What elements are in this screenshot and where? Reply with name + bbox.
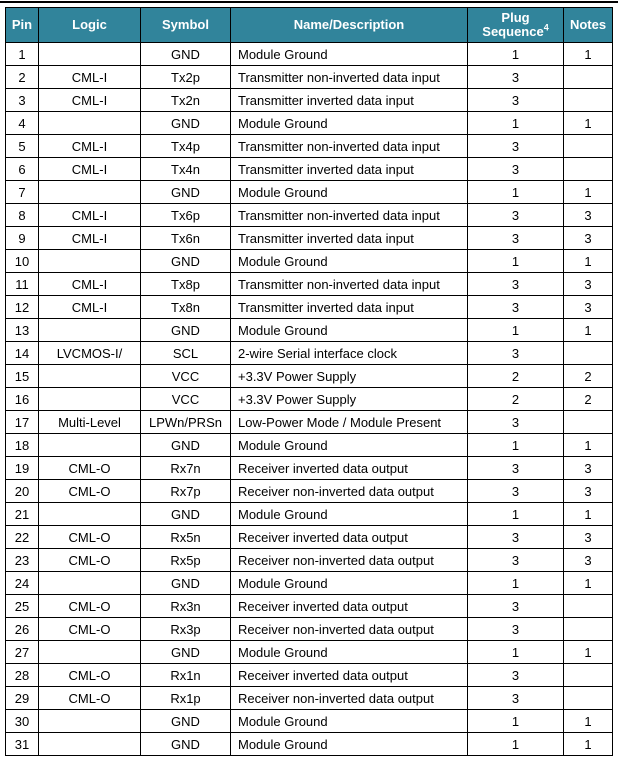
cell-name: +3.3V Power Supply [231,365,468,388]
table-row [6,319,613,342]
cell-pin: 19 [6,457,39,480]
cell-pin: 7 [6,181,39,204]
cell-pin: 5 [6,135,39,158]
header-row [6,8,613,43]
cell-symbol: GND [141,181,231,204]
cell-pin: 26 [6,618,39,641]
cell-symbol: Tx8n [141,296,231,319]
cell-name: Receiver inverted data output [231,664,468,687]
table-row [6,158,613,181]
cell-symbol: Tx4n [141,158,231,181]
cell-notes: 1 [564,250,613,273]
cell-logic: CML-O [39,549,141,572]
cell-plug: 3 [468,595,564,618]
cell-logic: CML-O [39,457,141,480]
cell-name: Transmitter non-inverted data input [231,135,468,158]
cell-name: Module Ground [231,181,468,204]
cell-plug: 1 [468,710,564,733]
cell-name: Module Ground [231,43,468,66]
cell-plug: 1 [468,641,564,664]
cell-name: Receiver inverted data output [231,526,468,549]
cell-plug: 3 [468,204,564,227]
cell-name: Receiver inverted data output [231,595,468,618]
table-row [6,595,613,618]
cell-symbol: GND [141,503,231,526]
cell-logic [39,319,141,342]
cell-pin: 11 [6,273,39,296]
cell-pin: 20 [6,480,39,503]
cell-pin: 24 [6,572,39,595]
cell-pin: 23 [6,549,39,572]
cell-logic: LVCMOS-I/ [39,342,141,365]
column-header-plug: Plug Sequence$^4$ [468,8,564,43]
cell-notes: 3 [564,480,613,503]
cell-notes: 1 [564,43,613,66]
table-row [6,227,613,250]
cell-symbol: Rx3n [141,595,231,618]
column-header-name: Name/Description [231,8,468,43]
cell-notes: 3 [564,526,613,549]
cell-notes: 3 [564,296,613,319]
cell-name: Module Ground [231,250,468,273]
cell-pin: 13 [6,319,39,342]
cell-name: Module Ground [231,112,468,135]
cell-symbol: Tx6p [141,204,231,227]
cell-plug: 1 [468,43,564,66]
cell-notes [564,595,613,618]
cell-notes: 1 [564,710,613,733]
cell-pin: 22 [6,526,39,549]
cell-plug: 2 [468,388,564,411]
cell-notes: 3 [564,457,613,480]
cell-plug: 3 [468,480,564,503]
cell-pin: 16 [6,388,39,411]
cell-notes [564,135,613,158]
cell-symbol: GND [141,250,231,273]
cell-logic: CML-I [39,135,141,158]
cell-logic: CML-O [39,480,141,503]
table-row [6,112,613,135]
cell-pin: 15 [6,365,39,388]
cell-symbol: GND [141,710,231,733]
cell-plug: 3 [468,411,564,434]
table-row [6,181,613,204]
cell-plug: 3 [468,457,564,480]
cell-name: Module Ground [231,319,468,342]
cell-pin: 27 [6,641,39,664]
cell-symbol: Rx5n [141,526,231,549]
table-body [6,43,613,756]
cell-logic: CML-O [39,618,141,641]
cell-symbol: GND [141,733,231,756]
cell-pin: 31 [6,733,39,756]
pin-assignment-table [5,7,613,756]
cell-logic: CML-I [39,227,141,250]
cell-plug: 3 [468,227,564,250]
cell-notes [564,411,613,434]
cell-symbol: GND [141,572,231,595]
cell-logic [39,181,141,204]
cell-logic: Multi-Level [39,411,141,434]
cell-logic: CML-I [39,89,141,112]
cell-symbol: GND [141,112,231,135]
column-header-logic: Logic [39,8,141,43]
cell-plug: 1 [468,503,564,526]
table-row [6,503,613,526]
cell-plug: 3 [468,687,564,710]
table-row [6,526,613,549]
cell-plug: 2 [468,365,564,388]
cell-symbol: Rx7n [141,457,231,480]
cell-pin: 28 [6,664,39,687]
table-row [6,733,613,756]
cell-pin: 9 [6,227,39,250]
cell-logic: CML-I [39,273,141,296]
cell-name: Module Ground [231,434,468,457]
cell-pin: 17 [6,411,39,434]
cell-name: Receiver non-inverted data output [231,549,468,572]
cell-notes: 2 [564,365,613,388]
cell-notes: 1 [564,112,613,135]
cell-pin: 30 [6,710,39,733]
cell-plug: 1 [468,319,564,342]
cell-pin: 21 [6,503,39,526]
table-row [6,434,613,457]
cell-symbol: VCC [141,388,231,411]
cell-symbol: GND [141,43,231,66]
cell-logic [39,641,141,664]
cell-plug: 3 [468,66,564,89]
column-header-superscript: 4 [543,22,549,33]
table-row [6,710,613,733]
table-row [6,365,613,388]
cell-name: Transmitter inverted data input [231,227,468,250]
cell-pin: 4 [6,112,39,135]
cell-symbol: Rx1n [141,664,231,687]
cell-name: Module Ground [231,641,468,664]
table-row [6,89,613,112]
cell-plug: 3 [468,526,564,549]
cell-notes: 1 [564,641,613,664]
cell-plug: 1 [468,572,564,595]
cell-symbol: GND [141,641,231,664]
column-header-pin: Pin [6,8,39,43]
cell-pin: 1 [6,43,39,66]
cell-pin: 25 [6,595,39,618]
cell-notes [564,342,613,365]
table-header [6,8,613,43]
table-row [6,411,613,434]
table-row [6,296,613,319]
table-row [6,135,613,158]
cell-logic: CML-I [39,296,141,319]
cell-plug: 1 [468,250,564,273]
cell-plug: 3 [468,158,564,181]
table-row [6,480,613,503]
cell-symbol: Rx5p [141,549,231,572]
table-row [6,664,613,687]
cell-notes [564,664,613,687]
cell-symbol: Tx8p [141,273,231,296]
table-row [6,342,613,365]
cell-symbol: VCC [141,365,231,388]
cell-notes: 1 [564,572,613,595]
cell-logic [39,733,141,756]
cell-notes: 1 [564,181,613,204]
cell-name: Transmitter non-inverted data input [231,66,468,89]
table-row [6,250,613,273]
cell-pin: 29 [6,687,39,710]
cell-pin: 8 [6,204,39,227]
column-header-symbol: Symbol [141,8,231,43]
table-row [6,273,613,296]
cell-pin: 6 [6,158,39,181]
cell-symbol: Tx2n [141,89,231,112]
cell-symbol: SCL [141,342,231,365]
cell-logic: CML-O [39,595,141,618]
cell-plug: 3 [468,135,564,158]
cell-plug: 1 [468,181,564,204]
cell-pin: 10 [6,250,39,273]
cell-plug: 3 [468,296,564,319]
cell-logic [39,43,141,66]
cell-symbol: GND [141,319,231,342]
cell-logic: CML-I [39,204,141,227]
cell-plug: 3 [468,664,564,687]
top-horizontal-rule [0,1,618,3]
cell-symbol: LPWn/PRSn [141,411,231,434]
cell-notes: 3 [564,273,613,296]
cell-name: Transmitter non-inverted data input [231,204,468,227]
table-row [6,43,613,66]
cell-pin: 12 [6,296,39,319]
cell-symbol: Rx7p [141,480,231,503]
cell-notes [564,687,613,710]
cell-notes [564,158,613,181]
cell-plug: 3 [468,618,564,641]
cell-name: Transmitter inverted data input [231,158,468,181]
cell-name: Module Ground [231,733,468,756]
cell-symbol: Tx4p [141,135,231,158]
cell-logic [39,365,141,388]
cell-pin: 3 [6,89,39,112]
cell-name: Transmitter inverted data input [231,89,468,112]
cell-plug: 3 [468,89,564,112]
table-row [6,457,613,480]
cell-pin: 14 [6,342,39,365]
cell-notes: 1 [564,503,613,526]
cell-plug: 3 [468,273,564,296]
table-row [6,388,613,411]
column-header-notes: Notes [564,8,613,43]
cell-logic [39,250,141,273]
cell-plug: 3 [468,342,564,365]
cell-logic: CML-O [39,526,141,549]
cell-logic: CML-O [39,664,141,687]
cell-name: 2-wire Serial interface clock [231,342,468,365]
cell-notes: 2 [564,388,613,411]
cell-name: Low-Power Mode / Module Present [231,411,468,434]
cell-notes [564,618,613,641]
table-row [6,204,613,227]
cell-logic: CML-I [39,158,141,181]
cell-logic: CML-O [39,687,141,710]
cell-notes: 1 [564,319,613,342]
cell-logic [39,572,141,595]
cell-plug: 1 [468,112,564,135]
cell-symbol: Tx6n [141,227,231,250]
cell-logic [39,503,141,526]
table-row [6,641,613,664]
cell-name: Module Ground [231,503,468,526]
cell-name: Receiver non-inverted data output [231,687,468,710]
cell-name: Module Ground [231,572,468,595]
table-row [6,687,613,710]
cell-notes: 3 [564,227,613,250]
cell-pin: 2 [6,66,39,89]
cell-symbol: Rx1p [141,687,231,710]
cell-logic: CML-I [39,66,141,89]
cell-name: Module Ground [231,710,468,733]
cell-logic [39,388,141,411]
cell-name: Transmitter non-inverted data input [231,273,468,296]
cell-name: Receiver non-inverted data output [231,480,468,503]
cell-logic [39,434,141,457]
cell-symbol: Rx3p [141,618,231,641]
cell-name: +3.3V Power Supply [231,388,468,411]
cell-notes: 3 [564,549,613,572]
cell-pin: 18 [6,434,39,457]
cell-logic [39,710,141,733]
cell-notes: 3 [564,204,613,227]
cell-plug: 1 [468,434,564,457]
table-row [6,572,613,595]
cell-name: Receiver non-inverted data output [231,618,468,641]
cell-plug: 1 [468,733,564,756]
cell-notes [564,89,613,112]
table-row [6,66,613,89]
cell-name: Transmitter inverted data input [231,296,468,319]
cell-notes [564,66,613,89]
cell-notes: 1 [564,733,613,756]
cell-symbol: GND [141,434,231,457]
table-row [6,549,613,572]
cell-plug: 3 [468,549,564,572]
cell-symbol: Tx2p [141,66,231,89]
cell-name: Receiver inverted data output [231,457,468,480]
cell-notes: 1 [564,434,613,457]
cell-logic [39,112,141,135]
table-row [6,618,613,641]
